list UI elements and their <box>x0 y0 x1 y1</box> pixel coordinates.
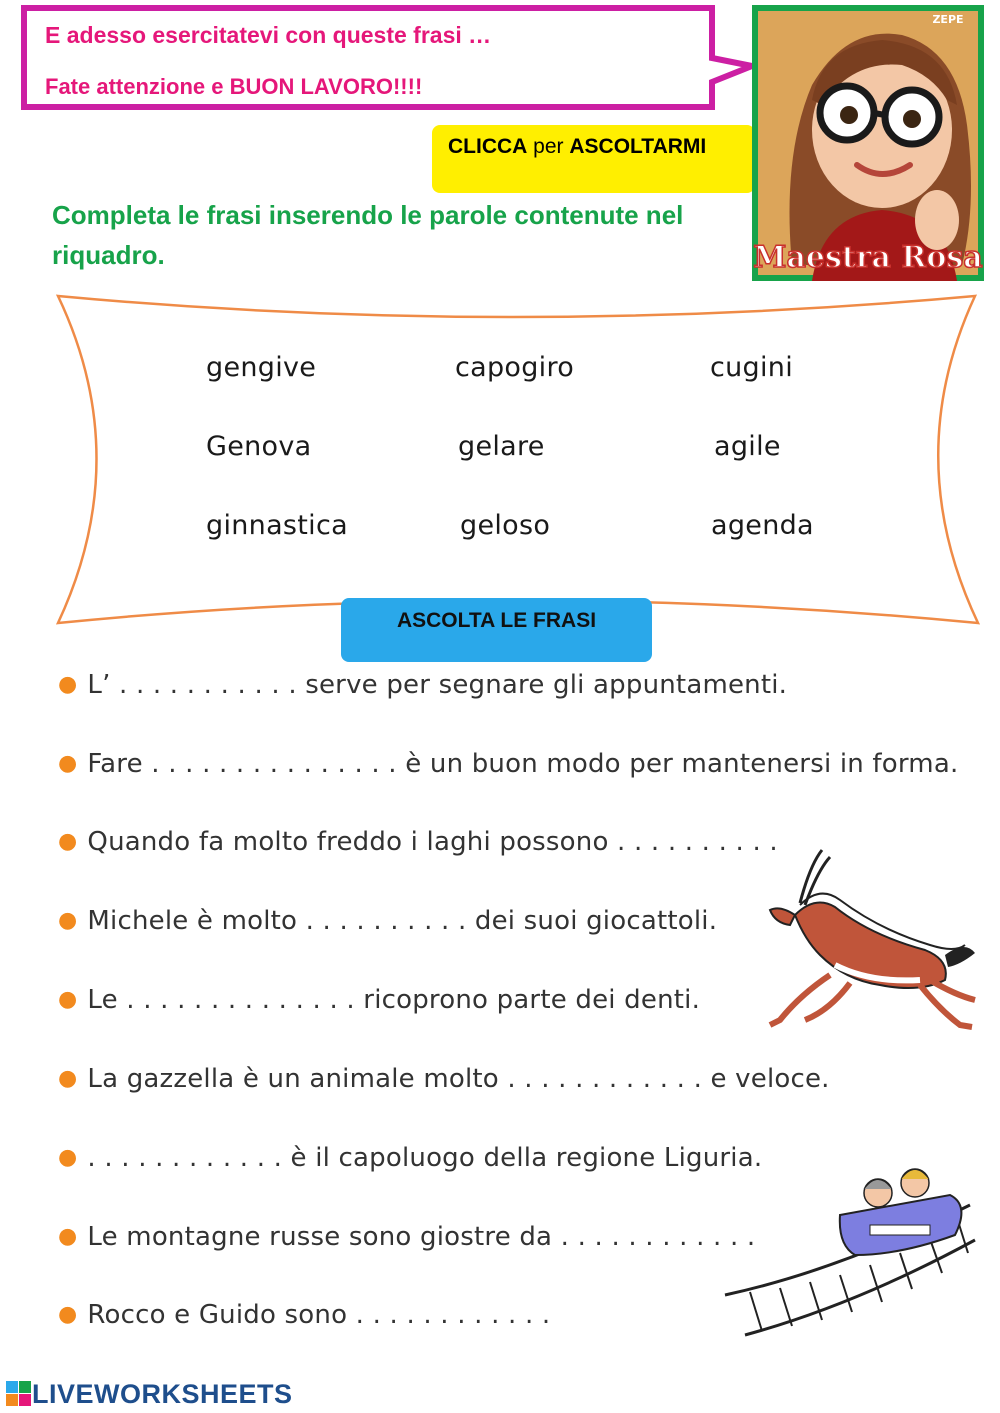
sentence-text: Fare . . . . . . . . . . . . . . . è un buon modo per mantenersi in forma. <box>87 749 959 779</box>
listen-sentences-button[interactable]: ASCOLTA LE FRASI <box>341 598 652 662</box>
teacher-avatar-image <box>752 5 984 281</box>
bullet-icon: ● <box>58 751 78 776</box>
sentence-text: Michele è molto . . . . . . . . . . dei suoi giocattoli. <box>87 906 718 936</box>
sentence-text: Le . . . . . . . . . . . . . . ricoprono parte dei denti. <box>87 985 701 1015</box>
bullet-icon: ● <box>58 908 78 933</box>
bullet-icon: ● <box>58 987 78 1012</box>
sentence-2 <box>58 749 958 779</box>
gazelle-icon <box>760 845 980 1040</box>
bullet-icon: ● <box>58 672 78 697</box>
word-6[interactable]: agile <box>714 431 781 462</box>
word-3[interactable]: cugini <box>710 352 794 383</box>
listen-button-strong-1: CLICCA <box>448 135 528 158</box>
sentence-4 <box>58 906 717 936</box>
sentence-text: L’ . . . . . . . . . . . serve per segnare gli appuntamenti. <box>87 670 788 700</box>
sentence-3 <box>58 827 778 857</box>
footer-brand-text: LIVEWORKSHEETS <box>32 1378 293 1409</box>
word-2[interactable]: capogiro <box>455 352 575 383</box>
sentence-text: La gazzella è un animale molto . . . . . . . . . . . . e veloce. <box>87 1064 830 1094</box>
speech-bubble <box>0 0 760 120</box>
sentence-7 <box>58 1143 762 1173</box>
word-1[interactable]: gengive <box>206 352 317 383</box>
word-8[interactable]: geloso <box>460 510 551 541</box>
sentence-text: Quando fa molto freddo i laghi possono . . . . . . . . . . <box>87 827 778 857</box>
bubble-line-1: E adesso esercitatevi con queste frasi … <box>45 22 492 48</box>
bullet-icon: ● <box>58 1224 78 1249</box>
sentence-text: Rocco e Guido sono . . . . . . . . . . . . <box>87 1300 551 1330</box>
bullet-icon: ● <box>58 1066 78 1091</box>
sentence-text: . . . . . . . . . . . . è il capoluogo della regione Liguria. <box>87 1143 763 1173</box>
liveworksheets-logo-icon <box>6 1381 32 1407</box>
roller-coaster-icon <box>720 1155 980 1345</box>
bullet-icon: ● <box>58 829 78 854</box>
bullet-icon: ● <box>58 1302 78 1327</box>
sentence-6 <box>58 1064 830 1094</box>
word-5[interactable]: gelare <box>458 431 545 462</box>
sentence-9 <box>58 1300 550 1330</box>
bubble-line-2: Fate attenzione e BUON LAVORO!!!! <box>45 74 423 99</box>
sentence-1 <box>58 670 787 700</box>
word-4[interactable]: Genova <box>206 431 312 462</box>
listen-button-strong-2: ASCOLTARMI <box>569 135 707 158</box>
bullet-icon: ● <box>58 1145 78 1170</box>
sentence-5 <box>58 985 700 1015</box>
avatar-label: Maestra Rosa <box>753 240 983 275</box>
instruction-text: Completa le frasi inserendo le parole contenute nel riquadro. <box>52 200 684 270</box>
word-9[interactable]: agenda <box>711 510 814 541</box>
sentence-8 <box>58 1222 755 1252</box>
word-7[interactable]: ginnastica <box>206 510 348 541</box>
listen-to-me-button[interactable] <box>432 125 755 193</box>
sentence-text: Le montagne russe sono giostre da . . . . . . . . . . . . <box>87 1222 756 1252</box>
footer-brand <box>6 1378 293 1410</box>
avatar-corner-text: ZEPE <box>932 13 964 26</box>
listen-button-mid: per <box>527 135 570 158</box>
